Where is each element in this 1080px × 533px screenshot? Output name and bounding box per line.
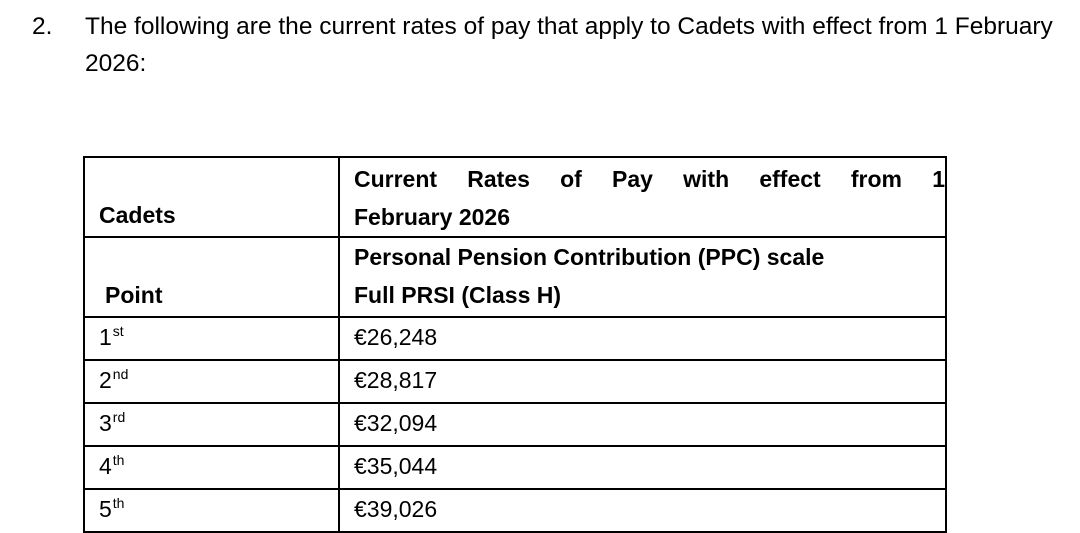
point-suffix: rd — [112, 409, 126, 425]
header-rates-title-line1: Current Rates of Pay with effect from 1 — [354, 166, 945, 192]
point-cell — [84, 360, 339, 403]
point-suffix: th — [112, 452, 125, 468]
table-row — [84, 403, 946, 446]
point-cell — [84, 317, 339, 360]
rate-cell: €26,248 — [339, 317, 946, 360]
rate-cell: €28,817 — [339, 360, 946, 403]
header-scale-line1: Personal Pension Contribution (PPC) scale — [354, 244, 825, 270]
point-cell — [84, 489, 339, 532]
table-header-row — [84, 157, 946, 237]
rate-cell: €39,026 — [339, 489, 946, 532]
point-suffix: th — [112, 495, 125, 511]
point-cell — [84, 403, 339, 446]
pay-rates-table — [83, 156, 947, 533]
header-point: Point — [84, 237, 339, 317]
rate-cell: €35,044 — [339, 446, 946, 489]
header-rates-title — [339, 157, 946, 237]
header-scale-line2: Full PRSI (Class H) — [354, 282, 562, 308]
table-row — [84, 489, 946, 532]
table-row — [84, 446, 946, 489]
header-cadets: Cadets — [84, 157, 339, 237]
point-number: 1 — [99, 324, 112, 350]
rate-cell: €32,094 — [339, 403, 946, 446]
point-number: 2 — [99, 367, 112, 393]
point-suffix: st — [112, 323, 124, 339]
point-number: 4 — [99, 453, 112, 479]
point-number: 3 — [99, 410, 112, 436]
paragraph-text: The following are the current rates of pay that apply to Cadets with effect from 1 February 2026: — [85, 13, 1053, 77]
header-rates-title-line2: February 2026 — [354, 204, 510, 230]
point-suffix: nd — [112, 366, 129, 382]
table-subheader-row — [84, 237, 946, 317]
point-number: 5 — [99, 496, 112, 522]
header-scale — [339, 237, 946, 317]
table-row — [84, 360, 946, 403]
point-cell — [84, 446, 339, 489]
paragraph-number: 2. — [32, 13, 53, 40]
table-row — [84, 317, 946, 360]
